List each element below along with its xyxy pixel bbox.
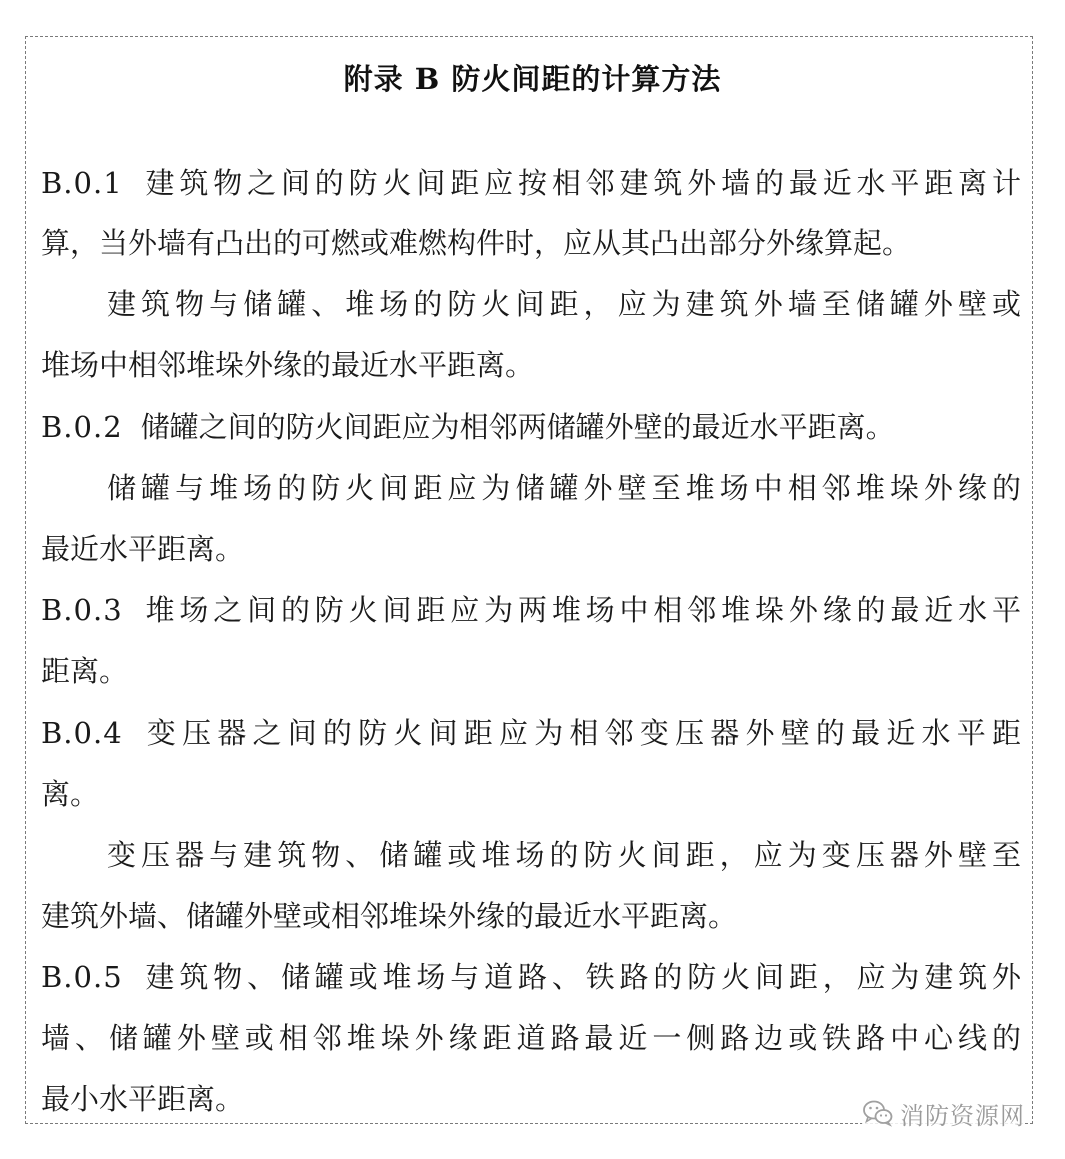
- clause-b04-line1: [41, 715, 1021, 751]
- clause-number: B.0.5: [41, 960, 123, 994]
- clause-b02-para2-line2: 最近水平距离。: [41, 532, 245, 566]
- clause-b04-para2-line1: 变压器与建筑物、储罐或堆场的防火间距，应为变压器外壁至: [107, 838, 1021, 872]
- clause-text: 变压器之间的防火间距应为相邻变压器外壁的最近水平距: [140, 716, 1021, 750]
- clause-number: B.0.1: [41, 166, 123, 200]
- clause-b01-para2-line2: 堆场中相邻堆垛外缘的最近水平距离。: [41, 348, 535, 382]
- clause-b05-line3: 最小水平距离。: [41, 1082, 245, 1116]
- clause-b01-line1: [41, 165, 1021, 201]
- clause-b05-line2: 墙、储罐外壁或相邻堆垛外缘距道路最近一侧路边或铁路中心线的: [41, 1021, 1021, 1055]
- clause-text: 建筑物、储罐或堆场与道路、铁路的防火间距，应为建筑外: [140, 960, 1021, 994]
- wechat-icon: [862, 1099, 894, 1127]
- clause-text: 建筑物之间的防火间距应按相邻建筑外墙的最近水平距离计: [140, 166, 1021, 200]
- clause-b03-line1: [41, 592, 1021, 628]
- clause-text: 堆场之间的防火间距应为两堆场中相邻堆垛外缘的最近水平: [140, 593, 1021, 627]
- page-title: 附录 B 防火间距的计算方法: [343, 62, 722, 96]
- watermark-text: 消防资源网: [900, 1101, 1025, 1130]
- clause-number: B.0.4: [41, 716, 123, 750]
- clause-b03-line2: 距离。: [41, 654, 129, 688]
- watermark: [862, 1096, 1025, 1130]
- clause-number: B.0.3: [41, 593, 123, 627]
- clause-b02-line1: [41, 409, 1021, 445]
- clause-text: 储罐之间的防火间距应为相邻两储罐外壁的最近水平距离。: [140, 410, 895, 444]
- clause-b01-para2-line1: 建筑物与储罐、堆场的防火间距，应为建筑外墙至储罐外壁或: [107, 287, 1021, 321]
- clause-number: B.0.2: [41, 410, 123, 444]
- clause-b04-para2-line2: 建筑外墙、储罐外壁或相邻堆垛外缘的最近水平距离。: [41, 899, 738, 933]
- clause-b01-line2: 算，当外墙有凸出的可燃或难燃构件时，应从其凸出部分外缘算起。: [41, 226, 912, 260]
- clause-b04-line2: 离。: [41, 777, 100, 811]
- clause-b02-para2-line1: 储罐与堆场的防火间距应为储罐外壁至堆场中相邻堆垛外缘的: [107, 471, 1021, 505]
- clause-b05-line1: [41, 959, 1021, 995]
